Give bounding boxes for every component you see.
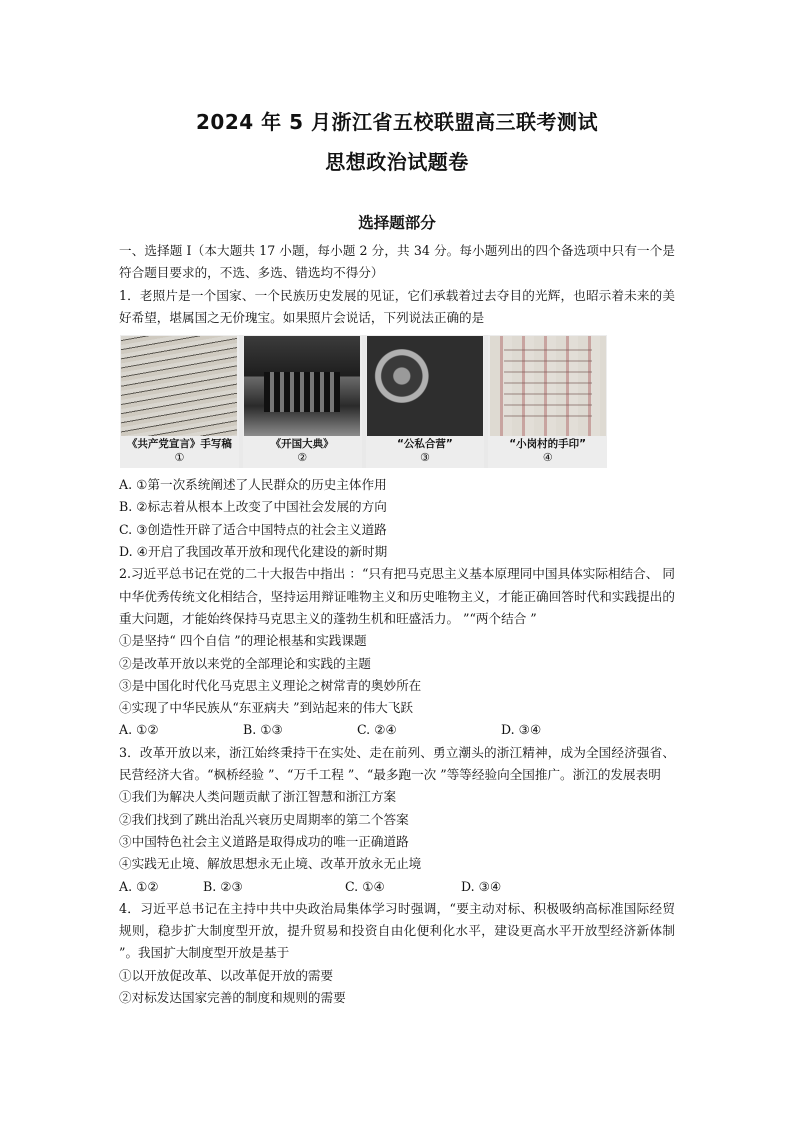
question-4-statement: ①以开放促改革、以改革促开放的需要 bbox=[119, 967, 334, 983]
question-4-stem: 4．习近平总书记在主持中共中央政治局集体学习时强调，“要主动对标、积极吸纳高标准国际经贸 规则，稳步扩大制度型开放，提升贸易和投资自由化便利化水平，建设更高水平开放型经济新体制 ”。我国扩大制度型开放是基于 bbox=[119, 900, 675, 961]
exam-subtitle: 思想政治试题卷 bbox=[325, 150, 469, 174]
question-2-statement: ②是改革开放以来党的全部理论和实践的主题 bbox=[119, 655, 371, 671]
choice-d: D. ③④ bbox=[461, 878, 502, 894]
handprint-document-image bbox=[490, 336, 606, 436]
exam-title: 2024 年 5 月浙江省五校联盟高三联考测试 bbox=[196, 110, 598, 134]
question-1-option-b: B. ②标志着从根本上改变了中国社会发展的方向 bbox=[119, 499, 387, 515]
question-1-photo-strip bbox=[120, 335, 607, 468]
choice-b: B. ②③ bbox=[203, 878, 243, 894]
manuscript-image bbox=[121, 336, 237, 436]
question-4-statement: ②对标发达国家完善的制度和规则的需要 bbox=[119, 990, 346, 1006]
choice-a: A. ①② bbox=[119, 878, 159, 894]
question-3-statement: ③中国特色社会主义道路是取得成功的唯一正确道路 bbox=[119, 833, 409, 849]
photo-caption: “小岗村的手印” bbox=[509, 438, 587, 451]
photo-caption: “公私合营” bbox=[396, 438, 453, 451]
question-2-stem: 2.习近平总书记在党的二十大报告中指出 ：“只有把马克思主义基本原理同中国具体实际相结合、 同中华优秀传统文化相结合，坚持运用辩证唯物主义和历史唯物主义，才能正确回答时代和实践提出的重大问题，才能始终保持马克思主义的蓬勃生机和旺盛活力。 ”“两个结合 ” bbox=[119, 566, 675, 626]
choice-c: C. ①④ bbox=[345, 878, 385, 894]
photo-xiaogang-handprints bbox=[488, 335, 607, 468]
photo-founding-ceremony bbox=[243, 335, 362, 468]
photo-joint-ownership bbox=[366, 335, 485, 468]
question-2-statement: ④实现了中华民族从“东亚病夫 ”到站起来的伟大飞跃 bbox=[119, 700, 413, 716]
choice-a: A. ①② bbox=[119, 722, 159, 738]
photo-marker: ④ bbox=[542, 451, 553, 465]
photo-manifesto-manuscript bbox=[120, 335, 239, 468]
question-2-choices bbox=[119, 719, 675, 741]
photo-marker: ② bbox=[297, 451, 308, 465]
exam-body bbox=[119, 240, 675, 1009]
choice-d: D. ③④ bbox=[501, 722, 542, 738]
question-3-statement: ①我们为解决人类问题贡献了浙江智慧和浙江方案 bbox=[119, 789, 397, 805]
question-3-choices bbox=[119, 876, 675, 898]
choice-b: B. ①③ bbox=[243, 722, 283, 738]
question-3-statement: ④实践无止境、解放思想永无止境、改革开放永无止境 bbox=[119, 856, 422, 872]
question-1-option-a: A. ①第一次系统阐述了人民群众的历史主体作用 bbox=[119, 477, 387, 493]
photo-caption: 《开国大典》 bbox=[270, 438, 334, 451]
question-3-statement: ②我们找到了跳出治乱兴衰历史周期率的第二个答案 bbox=[119, 811, 409, 827]
photo-caption: 《共产党宣言》手写稿 bbox=[126, 438, 232, 451]
question-1-stem: 1．老照片是一个国家、一个民族历史发展的见证，它们承载着过去夺目的光辉，也昭示着未来的美好希望，堪属国之无价瑰宝。如果照片会说话，下列说法正确的是 bbox=[119, 287, 675, 325]
choice-c: C. ②④ bbox=[357, 722, 397, 738]
question-1-option-c: C. ③创造性开辟了适合中国特点的社会主义道路 bbox=[119, 521, 387, 537]
ceremony-image bbox=[244, 336, 360, 436]
section-title: 选择题部分 bbox=[358, 214, 436, 232]
crowd-image bbox=[367, 336, 483, 436]
question-2-statement: ③是中国化时代化马克思主义理论之树常青的奥妙所在 bbox=[119, 677, 422, 693]
photo-marker: ③ bbox=[419, 451, 430, 465]
question-2-statement: ①是坚持“ 四个自信 ”的理论根基和实践课题 bbox=[119, 633, 367, 649]
photo-marker: ① bbox=[174, 451, 185, 465]
question-3-stem: 3．改革开放以来，浙江始终秉持干在实处、走在前列、勇立潮头的浙江精神，成为全国经济强省、 民营经济大省。“枫桥经验 ”、“万千工程 ”、“最多跑一次 ”等等经验向全国推广。浙江的发展表明 bbox=[119, 744, 675, 783]
instructions: 一、选择题 Ⅰ（本大题共 17 小题，每小题 2 分，共 34 分。每小题列出的四个备选项中只有一个是符合题目要求的，不选、多选、错选均不得分） bbox=[119, 243, 675, 281]
question-1-option-d: D. ④开启了我国改革开放和现代化建设的新时期 bbox=[119, 544, 388, 560]
